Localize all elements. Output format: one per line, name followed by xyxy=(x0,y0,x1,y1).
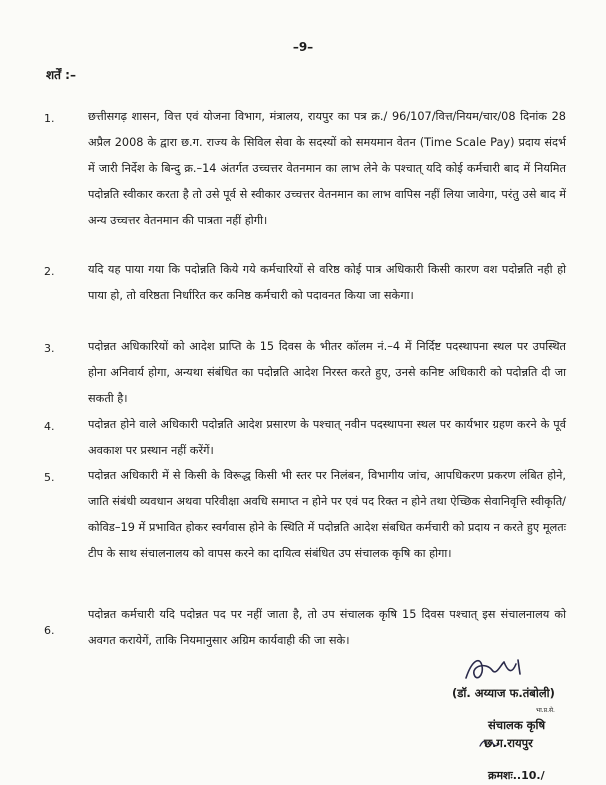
clause-text: पदोन्नत अधिकारियों को आदेश प्राप्ति के 15 दिवस के भीतर कॉलम नं.–4 में निर्दिष्ट पदस्थापना स्थल पर उपस्थित होना अनिवार्य होगा, अन्यथा संबंधित का पदोन्नति आदेश निरस्त करते हुए, उनसे कनिष्ट अधिकारी को पदोन्नति दी जा सकती है। xyxy=(88,340,566,405)
continuation-mark: क्रमशः..10./ xyxy=(488,769,545,782)
clause-text: पदोन्नत होने वाले अधिकारी पदोन्नति आदेश प्रसारण के पश्चात् नवीन पदस्थापना स्थल पर कार्यभार ग्रहण करने के पूर्व अवकाश पर प्रस्थान नहीं करेंगें। xyxy=(88,418,566,457)
signature-mark xyxy=(462,652,532,688)
clause-number: 3. xyxy=(44,342,55,355)
clause-text: छत्तीसगढ़ शासन, वित्त एवं योजना विभाग, मंत्रालय, रायपुर का पत्र क्र./ 96/107/वित्त/नियम/चार/08 दिनांक 28 अप्रैल 2008 के द्वारा छ.ग. राज्य के सिविल सेवा के सदस्यों को समयमान वेतन (Time Scale Pay) प्रदाय संदर्भ में जारी निर्देश के बिन्दु क्र.–14 अंतर्गत उच्चत्तर वेतनमान का लाभ लेने के पश्चात् यदि कोई कर्मचारी बाद में नियमित पदोन्नति स्वीकार करता है तो उसे पूर्व से स्वीकार उच्चत्तर वेतनमान का लाभ वापिस नहीं लिया जावेगा, परंतु उसे बाद में अन्य उच्चत्तर वेतनमान की पात्रता नहीं होगी। xyxy=(88,110,566,227)
clause-text: यदि यह पाया गया कि पदोन्नति किये गये कर्मचारियों से वरिष्ठ कोई पात्र अधिकारी किसी कारण वश पदोन्नति नही हो पाया हो, तो वरिष्ठता निर्धारित कर कनिष्ठ कर्मचारी को पदावनत किया जा सकेगा। xyxy=(88,263,566,302)
clause-number: 4. xyxy=(44,420,55,433)
page-number: –9– xyxy=(292,40,314,54)
clause-number: 5. xyxy=(44,471,55,484)
clause-number: 6. xyxy=(44,624,55,637)
clause-number: 1. xyxy=(44,112,55,125)
conditions-heading: शर्तें :– xyxy=(46,68,76,82)
clause-number: 2. xyxy=(44,265,55,278)
signer-name: (डॉ. अय्याज फ.तंबोली) xyxy=(452,686,555,700)
signer-office: छ.ग.रायपुर xyxy=(484,736,533,750)
clause-text: पदोन्नत अधिकारी में से किसी के विरूद्ध किसी भी स्तर पर निलंबन, विभागीय जांच, आपधिकरण प्रकरण लंबित होने, जाति संबंधी व्यवधान अथवा परिवीक्षा अवधि समाप्त न होने पर एवं पद रिक्त न होने तथा ऐच्छिक सेवानिवृत्ति स्वीकृति/कोविड–19 में प्रभावित होकर स्वर्गवास होने के स्थिति में पदोन्नति आदेश संबधित कर्मचारी को प्रदाय न करते हुए मूलतः टीप के साथ संचालनालय को वापस करने का दायित्व संबंधित उप संचालक कृषि का होगा। xyxy=(88,469,566,560)
signer-title: संचालक कृषि xyxy=(488,718,546,732)
clause-text: पदोन्नत कर्मचारी यदि पदोन्नत पद पर नहीं जाता है, तो उप संचालक कृषि 15 दिवस पश्चात् इस संचालनालय को अवगत करायेगें, ताकि नियमानुसार अग्रिम कार्यवाही की जा सके। xyxy=(88,608,566,647)
signer-service: भा.प्र.से. xyxy=(536,707,555,714)
